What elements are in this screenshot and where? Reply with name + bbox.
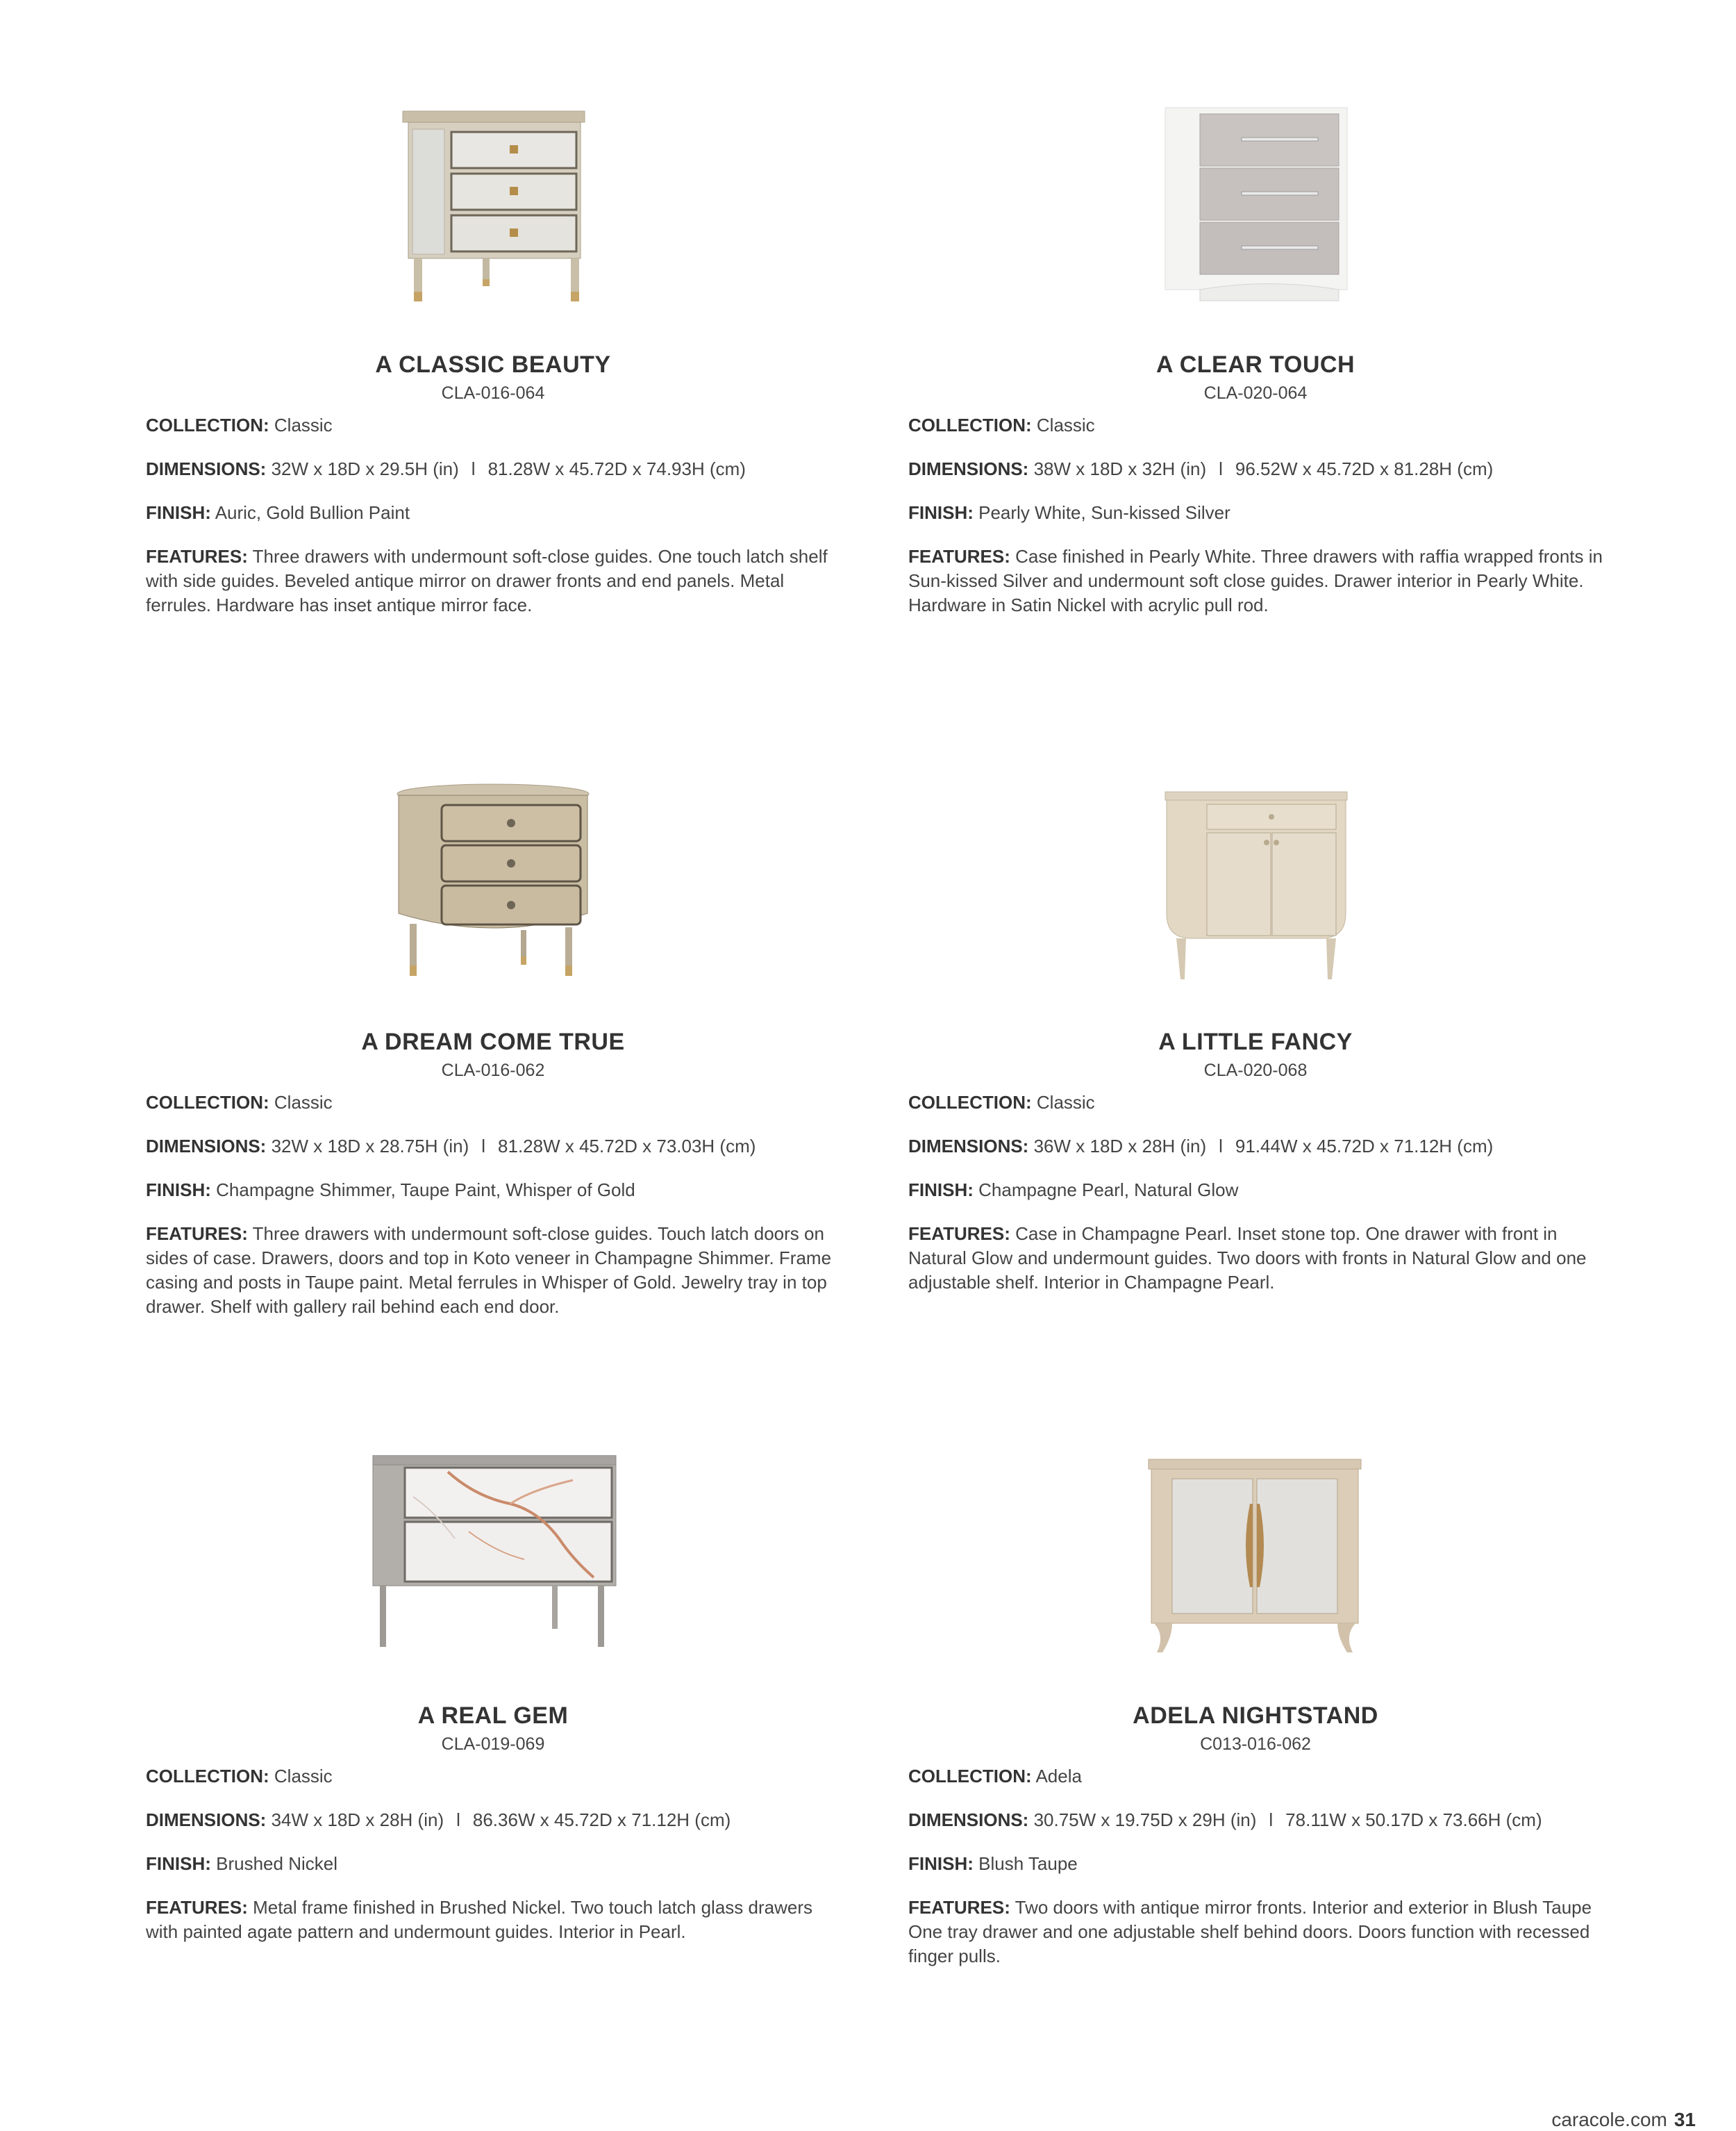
glass-nightstand-image: [365, 1455, 621, 1664]
dimensions-in: 34W x 18D x 28H (in): [271, 1809, 444, 1830]
features-label: FEATURES:: [908, 546, 1010, 567]
dimension-separator: l: [471, 458, 476, 479]
features-label: FEATURES:: [908, 1223, 1010, 1244]
finish-line: [146, 1852, 840, 1876]
collection-line: [146, 1764, 840, 1789]
features-value: Case finished in Pearly White. Three drawers with raffia wrapped fronts in Sun-kissed Silver and undermount soft close guides. Drawer interior in Pearly White. Hardware in Satin Nickel with acrylic pull rod.: [908, 546, 1603, 615]
features-value: Case in Champagne Pearl. Inset stone top. One drawer with front in Natural Glow and undermount guides. Two doors with fronts in Natural Glow and one adjustable shelf. Interior in Champagne Pearl.: [908, 1223, 1587, 1293]
collection-line: [908, 413, 1603, 438]
features-line: [908, 545, 1603, 617]
collection-label: COLLECTION:: [146, 415, 269, 436]
dimensions-line: [908, 1134, 1603, 1159]
features-value: Three drawers with undermount soft-close guides. Touch latch doors on sides of case. Drawers, doors and top in Koto veneer in Champagne Shimmer. Frame casing and posts in Taupe paint. Metal ferrules in Whisper of Gold. Jewelry tray in top drawer. Shelf with gallery rail behind each end door.: [146, 1223, 832, 1317]
product-title: A LITTLE FANCY: [1158, 1029, 1353, 1055]
features-value: Three drawers with undermount soft-close guides. One touch latch shelf with side guides. Beveled antique mirror on drawer fronts and end panels. Metal ferrules. Hardware has inset antique mirror face.: [146, 546, 828, 615]
page-footer: [1551, 2109, 1696, 2131]
dimensions-in: 38W x 18D x 32H (in): [1033, 458, 1207, 479]
dimensions-cm: 78.11W x 50.17D x 73.66H (cm): [1285, 1809, 1542, 1830]
finish-line: [146, 501, 840, 525]
finish-value: Blush Taupe: [978, 1853, 1078, 1874]
dimensions-line: [146, 1134, 840, 1159]
finish-value: Auric, Gold Bullion Paint: [215, 502, 410, 523]
features-label: FEATURES:: [908, 1897, 1010, 1918]
collection-value: Classic: [274, 1092, 333, 1113]
finish-line: [146, 1178, 840, 1202]
dimensions-label: DIMENSIONS:: [908, 1136, 1029, 1156]
dimensions-label: DIMENSIONS:: [908, 1809, 1029, 1830]
finish-value: Champagne Pearl, Natural Glow: [978, 1179, 1239, 1200]
product-sku: CLA-020-064: [1203, 383, 1308, 403]
dimensions-line: [146, 1808, 840, 1832]
finish-label: FINISH:: [146, 1853, 211, 1874]
features-label: FEATURES:: [146, 1897, 248, 1918]
product-title: A REAL GEM: [417, 1702, 569, 1729]
features-value: Two doors with antique mirror fronts. Interior and exterior in Blush Taupe One tray drawer and one adjustable shelf behind doors. Doors function with recessed finger pulls.: [908, 1897, 1592, 1966]
product-title: A DREAM COME TRUE: [361, 1029, 625, 1055]
oval-nightstand-image: [389, 781, 597, 990]
dimensions-label: DIMENSIONS:: [146, 1809, 267, 1830]
door-nightstand-image: [1144, 1455, 1367, 1664]
product-sku: CLA-016-062: [441, 1061, 545, 1080]
collection-value: Classic: [274, 415, 333, 436]
product-title: A CLASSIC BEAUTY: [375, 351, 611, 378]
dimensions-label: DIMENSIONS:: [908, 458, 1029, 479]
dimension-separator: l: [1219, 458, 1223, 479]
footer-site: caracole.com: [1551, 2109, 1667, 2130]
collection-line: [146, 1091, 840, 1115]
product-image: [908, 104, 1603, 313]
dimensions-in: 32W x 18D x 28.75H (in): [271, 1136, 469, 1156]
product-sku: CLA-019-069: [441, 1734, 545, 1754]
dimensions-cm: 96.52W x 45.72D x 81.28H (cm): [1235, 458, 1494, 479]
product-image: [146, 104, 840, 313]
finish-label: FINISH:: [908, 502, 974, 523]
dimensions-line: [146, 457, 840, 481]
collection-value: Classic: [274, 1766, 333, 1786]
finish-label: FINISH:: [146, 1179, 211, 1200]
product-image: [146, 1455, 840, 1664]
features-label: FEATURES:: [146, 546, 248, 567]
page-number: 31: [1674, 2109, 1696, 2130]
dimensions-label: DIMENSIONS:: [146, 458, 267, 479]
features-line: [908, 1222, 1603, 1295]
finish-value: Pearly White, Sun-kissed Silver: [978, 502, 1230, 523]
dimension-separator: l: [481, 1136, 486, 1156]
finish-label: FINISH:: [908, 1179, 974, 1200]
features-line: [908, 1896, 1603, 1968]
collection-label: COLLECTION:: [908, 1092, 1032, 1113]
dimensions-cm: 91.44W x 45.72D x 71.12H (cm): [1235, 1136, 1494, 1156]
dimensions-in: 32W x 18D x 29.5H (in): [271, 458, 459, 479]
chest-image: [1151, 104, 1360, 313]
dimensions-cm: 81.28W x 45.72D x 73.03H (cm): [498, 1136, 756, 1156]
dimensions-line: [908, 457, 1603, 481]
finish-value: Brushed Nickel: [216, 1853, 337, 1874]
product-sku: CLA-016-064: [441, 383, 545, 403]
product-image: [908, 781, 1603, 990]
chest-image: [389, 104, 597, 313]
dimensions-line: [908, 1808, 1603, 1832]
product-sku: C013-016-062: [1200, 1734, 1311, 1754]
finish-line: [908, 501, 1603, 525]
dimension-separator: l: [1219, 1136, 1223, 1156]
features-line: [146, 1896, 840, 1944]
dimensions-in: 30.75W x 19.75D x 29H (in): [1033, 1809, 1257, 1830]
product-title: A CLEAR TOUCH: [1155, 351, 1355, 378]
collection-label: COLLECTION:: [908, 1766, 1032, 1786]
dimension-separator: l: [1269, 1809, 1274, 1830]
collection-label: COLLECTION:: [146, 1092, 269, 1113]
features-label: FEATURES:: [146, 1223, 248, 1244]
finish-value: Champagne Shimmer, Taupe Paint, Whisper of Gold: [216, 1179, 635, 1200]
finish-line: [908, 1852, 1603, 1876]
collection-value: Classic: [1036, 415, 1095, 436]
dimensions-label: DIMENSIONS:: [146, 1136, 267, 1156]
dimensions-in: 36W x 18D x 28H (in): [1033, 1136, 1207, 1156]
features-value: Metal frame finished in Brushed Nickel. Two touch latch glass drawers with painted agate pattern and undermount guides. Interior in Pearl.: [146, 1897, 812, 1942]
collection-label: COLLECTION:: [146, 1766, 269, 1786]
product-image: [908, 1455, 1603, 1664]
product-image: [146, 781, 840, 990]
dimensions-cm: 86.36W x 45.72D x 71.12H (cm): [472, 1809, 731, 1830]
finish-label: FINISH:: [146, 502, 211, 523]
product-title: ADELA NIGHTSTAND: [1133, 1702, 1378, 1729]
finish-label: FINISH:: [908, 1853, 974, 1874]
dimension-separator: l: [456, 1809, 460, 1830]
features-line: [146, 1222, 840, 1319]
collection-label: COLLECTION:: [908, 415, 1032, 436]
collection-line: [908, 1764, 1603, 1789]
cabinet-image: [1151, 781, 1360, 990]
finish-line: [908, 1178, 1603, 1202]
dimensions-cm: 81.28W x 45.72D x 74.93H (cm): [487, 458, 746, 479]
product-sku: CLA-020-068: [1203, 1061, 1308, 1080]
features-line: [146, 545, 840, 617]
collection-line: [146, 413, 840, 438]
collection-value: Classic: [1036, 1092, 1095, 1113]
collection-value: Adela: [1035, 1766, 1082, 1786]
collection-line: [908, 1091, 1603, 1115]
